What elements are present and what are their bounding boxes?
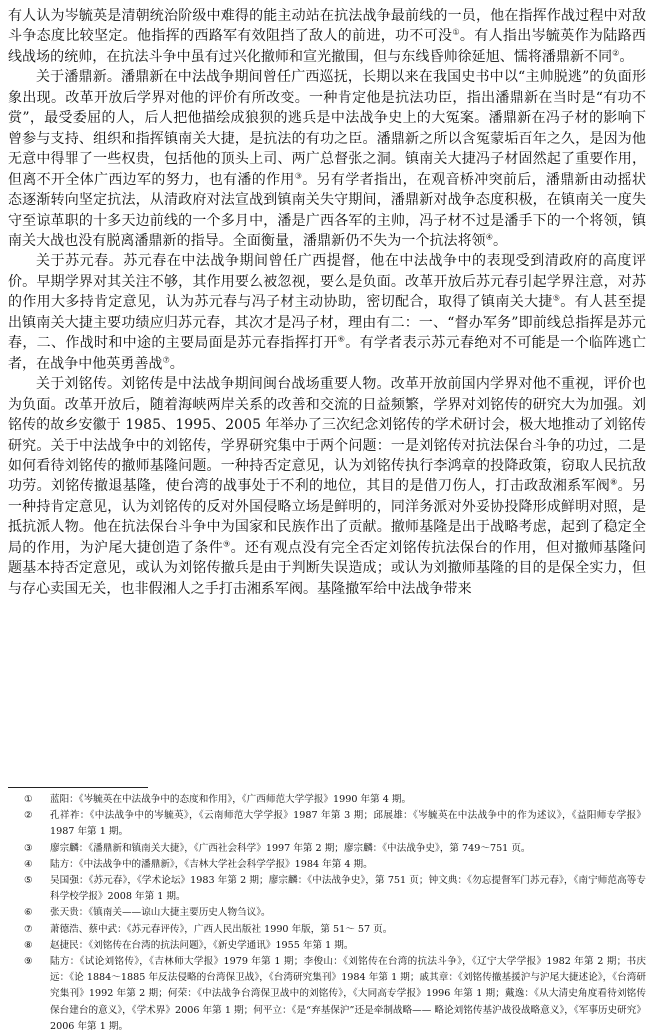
- footnote-mark: ⑥: [24, 907, 33, 919]
- footnote-text: 廖宗麟：《潘鼎新和镇南关大捷》，《广西社会科学》1997 年第 2 期；廖宗麟：《中法战争史》，第 749～751 页。: [50, 842, 531, 854]
- footnote-reference: ①: [452, 27, 460, 37]
- footnote: [24, 857, 646, 873]
- footnote-text: 陆方：《中法战争中的潘鼎新》，《吉林大学社会科学学报》1984 年第 4 期。: [50, 858, 373, 870]
- footnote-text: 孔祥祚：《中法战争中的岑毓英》，《云南师范大学学报》1987 年第 3 期；邱展雄：《岑毓英在中法战争中的作为述议》，《益阳师专学报》1987 年第 1 期。: [50, 810, 646, 838]
- paragraph-text: 。有人指出岑毓英作为陆路西线战场的统帅，在抗法斗争中虽有过兴化撤师和宣光撤围，但与东线昏帅徐延旭、懦将潘鼎新不同: [8, 28, 646, 65]
- footnote-reference: ⑨: [223, 539, 231, 549]
- footnote: [24, 808, 646, 840]
- footnote-mark: ①: [24, 794, 33, 805]
- footnote: [24, 841, 646, 857]
- footnote-reference: ⑧: [610, 477, 618, 487]
- footnote-mark: ⑤: [24, 875, 33, 887]
- footnote-mark: ③: [24, 842, 33, 854]
- paragraph-text: 。: [492, 232, 507, 249]
- paragraph-text: 。另一种持肯定意见，认为刘铭传的反对外国侵略立场是鲜明的，同洋务派对外妥协投降形成鲜明对照，是抵抗派人物。他在抗法保台斗争中为国家和民族作出了贡献。撤师基隆是出于战略考虑，起到了稳定全局的作用，为沪尾大捷创造了条件: [8, 478, 646, 556]
- paragraph-text: 。另有学者指出，在观音桥冲突前后，潘鼎新由动摇状态逐渐转向坚定抗法，从清政府对法宣战到镇南关失守期间，潘鼎新对战争态度积极，在镇南关一度失守至谅革职的十多天边前线的一个多月中，潘是广西各军的主帅，冯子材不过是潘手下的一个将领，镇南关大战也没有脱离潘鼎新的指导。全面衡量，潘鼎新仍不失为一个抗法将领: [8, 171, 646, 249]
- footnote-mark: ⑦: [24, 923, 33, 935]
- paragraph-liu-mingchuan: [8, 374, 646, 599]
- footnote: [24, 905, 646, 921]
- paragraph-su-yuanchun: [8, 251, 646, 374]
- footnote-reference: ③: [294, 170, 303, 180]
- paragraph-text: 。还有观点没有完全否定刘铭传抗法保台的作用，但对撤师基隆问题基本持否定意见，或认为刘铭传撤兵是由于判断失误造成；或认为刘撤师基隆的目的是保全实力，但与存心卖国无关，也非假湘人之手打击湘系军阀。基隆撤军给中法战争带来: [8, 539, 647, 597]
- paragraph-text: 关于苏元春。苏元春在中法战争期间曾任广西提督，他在中法战争中的表现受到清政府的高度评价。早期学界对其关注不够，其作用要么被忽视，要么是负面。改革开放后苏元春引起学界注意，对苏的作用大多持肯定意见，认为苏元春与冯子材主动协助，密切配合，取得了镇南关大捷: [8, 253, 646, 311]
- footnote-mark: ⑨: [24, 956, 33, 968]
- paragraph-text: 关于潘鼎新。潘鼎新在中法战争期间曾任广西巡抚，长期以来在我国史书中以“主帅脱逃”的负面形象出现。改革开放后学界对他的评价有所改变。一种肯定他是抗法功臣，指出潘鼎新在当时是“有功不赏”，最受委屈的人，后人把他描绘成狼狈的逃兵是中法战争史上的大冤案。潘鼎新在冯子材的影响下曾参与支持、组织和指挥镇南关大捷，是抗法的有功之臣。潘鼎新之所以含冤蒙垢百年之久，是因为他无意中得罪了一些权贵，包括他的顶头上司、两广总督张之洞。镇南关大捷冯子材固然起了重要作用，但离不开全体广西边军的努力，也有潘的作用: [8, 69, 646, 188]
- footnote-text: 赵捷民：《刘铭传在台湾的抗法问题》，《新史学通讯》1955 年第 1 期。: [50, 939, 354, 951]
- footnote-text: 陆方：《试论刘铭传》，《吉林师大学报》1979 年第 1 期；李俊山：《刘铭传在台湾的抗法斗争》，《辽宁大学学报》1982 年第 2 期；书庆远：《论 1884～1885 年反法侵略的台湾保卫战》，《台湾研究集刊》1984 年第 1 期；戚其章：《刘铭传撤基援沪与沪尾大捷述论》，《台湾研究集刊》1992 年第 2 期；何荣：《中法战争台湾保卫战中的刘铭传》，《大同高专学报》1996 年第 1 期；戴逸：《从大清史角度看待刘铭传保台建台的意义》，《学术界》2006 年第 1 期；何平立：《是“弃基保沪”还是牵制战略—— 略论刘铭传基沪战役战略意义》，《军事历史研究》2006 年第 1 期。: [50, 956, 646, 1032]
- footnote-reference: ⑥: [337, 334, 346, 344]
- footnote-reference: ②: [612, 48, 620, 58]
- footnote: [24, 922, 646, 938]
- footnote-mark: ④: [24, 858, 33, 870]
- footnote: [24, 792, 646, 808]
- paragraph-text: 关于刘铭传。刘铭传是中法战争期间闽台战场重要人物。改革开放前国内学界对他不重视，评价也为负面。改革开放后，随着海峡两岸关系的改善和交流的日益频繁，学界对刘铭传的研究大为加强。刘铭传的故乡安徽于 1985、1995、2005 年举办了三次纪念刘铭传的学术研讨会，极大地推动了刘铭传研究。关于中法战争中的刘铭传，学界研究集中于两个问题：一是刘铭传对抗法保台斗争的功过，二是如何看待刘铭传的撤师基隆问题。一种持否定意见，认为刘铭传执行李鸿章的投降政策，窃取人民抗敌功劳。刘铭传撤退基隆，使台湾的战事处于不利的地位，其目的是借刀伤人，打击政敌湘系军阀: [8, 376, 646, 495]
- footnote-reference: ⑤: [552, 293, 561, 303]
- paragraph-text: 。有学者表示苏元春绝对不可能是一个临阵逃亡者，在战争中他英勇善战: [8, 335, 646, 372]
- footnote-reference: ⑦: [162, 355, 170, 365]
- footnote-divider: [8, 787, 148, 788]
- paragraph-cen-yuying: [8, 6, 646, 67]
- footnote-mark: ⑧: [24, 939, 33, 951]
- paragraph-text: 。有人甚至提出镇南关大捷主要功绩应归苏元春，其次才是冯子材，理由有二：一、“督办军务”即前线总指挥是苏元春，二、作战时和中途的主要局面是苏元春指挥打开: [8, 294, 646, 352]
- paragraph-text: 有人认为岑毓英是清朝统治阶级中难得的能主动站在抗法战争最前线的一员，他在指挥作战过程中对敌斗争态度比较坚定。他指挥的西路军有效阻挡了敌人的前进，功不可没: [8, 8, 646, 45]
- footnote-mark: ②: [24, 810, 33, 822]
- footnote: [24, 873, 646, 905]
- footnote: [24, 954, 646, 1035]
- footnote-text: 吴国强：《苏元春》，《学术论坛》1983 年第 2 期；廖宗麟：《中法战争史》，第 751 页；钟文典：《勿忘提督军门苏元春》，《南宁师范高等专科学校学报》2008 年第 1 期。: [50, 875, 646, 903]
- footnote-reference: ④: [485, 232, 493, 242]
- paragraph-text: 。: [619, 48, 634, 65]
- footnote-text: 张天贵：《镇南关——谅山大捷主要历史人物刍议》。: [50, 907, 271, 919]
- paragraph-pan-dingxin: [8, 67, 646, 251]
- footnote-text: 萧德浩、蔡中武：《苏元春评传》，广西人民出版社 1990 年版，第 51～ 57 页。: [50, 923, 393, 935]
- footnote: [24, 938, 646, 954]
- paragraph-text: 。: [169, 355, 184, 372]
- body-text: [8, 6, 646, 599]
- footnote-text: 蓝阳：《岑毓英在中法战争中的态度和作用》，《广西师范大学学报》1990 年第 4 期。: [50, 794, 412, 805]
- footnotes: [24, 792, 646, 1035]
